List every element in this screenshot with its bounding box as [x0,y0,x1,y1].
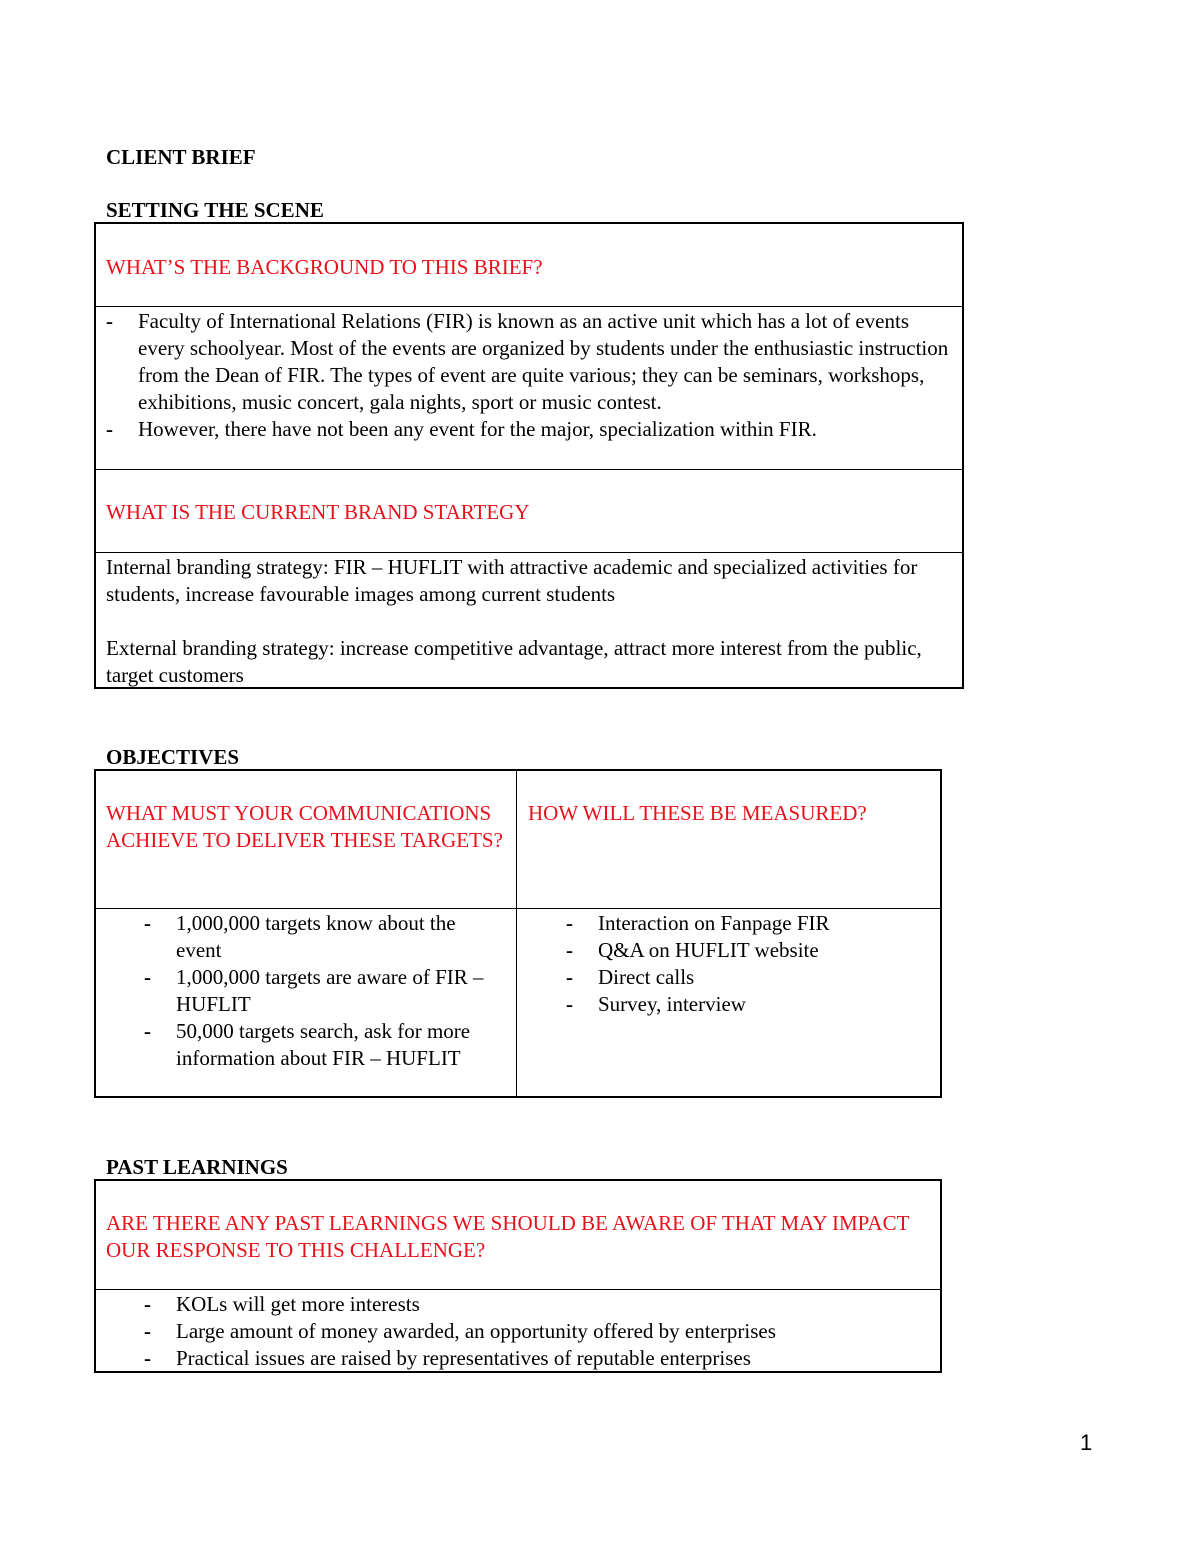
list-item: - Interaction on Fanpage FIR [566,911,830,935]
page-title: CLIENT BRIEF [106,145,256,169]
past-learnings-table [94,1179,942,1373]
list-item: - Survey, interview [566,992,746,1016]
divider [96,469,962,470]
past-list [144,1291,934,1372]
dash-bullet: - [566,938,573,962]
dash-bullet: - [106,309,113,333]
measurement-question: HOW WILL THESE BE MEASURED? [528,801,867,825]
brand-strategy [106,554,956,689]
divider [96,1289,940,1290]
dash-bullet: - [566,911,573,935]
background-list [106,308,952,443]
dash-bullet: - [144,1346,151,1370]
list-item: - Practical issues are raised by representatives of reputable enterprises [144,1346,751,1370]
list-item: - Direct calls [566,965,695,989]
list-item: - 1,000,000 targets know about the event [144,911,456,962]
divider [96,306,962,307]
list-item: - Q&A on HUFLIT website [566,938,819,962]
dash-bullet: - [144,1019,151,1043]
dash-bullet: - [106,417,113,441]
setting-table [94,222,964,689]
section-heading-objectives: OBJECTIVES [106,745,240,769]
list-item: - KOLs will get more interests [144,1292,420,1316]
internal-strategy: Internal branding strategy: FIR – HUFLIT with attractive academic and specialized activities for students, increase favourable images among current students [106,555,918,606]
dash-bullet: - [144,1319,151,1343]
measurement-list [566,910,928,1018]
divider [96,908,940,909]
external-strategy: External branding strategy: increase competitive advantage, attract more interest from the public, target customers [106,636,922,687]
section-heading-past: PAST LEARNINGS [106,1155,288,1179]
section-heading-setting: SETTING THE SCENE [106,198,324,222]
objectives-question: WHAT MUST YOUR COMMUNICATIONS ACHIEVE TO DELIVER THESE TARGETS? [106,801,503,852]
dash-bullet: - [144,1292,151,1316]
list-item: - Large amount of money awarded, an opportunity offered by enterprises [144,1319,776,1343]
dash-bullet: - [566,965,573,989]
list-item: - However, there have not been any event for the major, specialization within FIR. [106,417,817,441]
dash-bullet: - [144,911,151,935]
dash-bullet: - [144,965,151,989]
background-question: WHAT’S THE BACKGROUND TO THIS BRIEF? [106,255,543,279]
list-item: - 50,000 targets search, ask for more information about FIR – HUFLIT [144,1019,471,1070]
divider [96,552,962,553]
objectives-table [94,769,942,1098]
divider [516,771,517,1096]
list-item: - 1,000,000 targets are aware of FIR – HUFLIT [144,965,484,1016]
objectives-list [144,910,506,1072]
page-number: 1 [1080,1430,1093,1455]
brand-question: WHAT IS THE CURRENT BRAND STARTEGY [106,500,530,524]
past-question: ARE THERE ANY PAST LEARNINGS WE SHOULD BE AWARE OF THAT MAY IMPACT OUR RESPONSE TO THIS CHALLENGE? [106,1211,910,1262]
dash-bullet: - [566,992,573,1016]
list-item: - Faculty of International Relations (FIR) is known as an active unit which has a lot of events every schoolyear. Most of the events are organized by students under the enthusiastic instruction from the Dean of FIR. The types of event are quite various; they can be seminars, workshops, exhibitions, music concert, gala nights, sport or music contest. [106,309,949,414]
